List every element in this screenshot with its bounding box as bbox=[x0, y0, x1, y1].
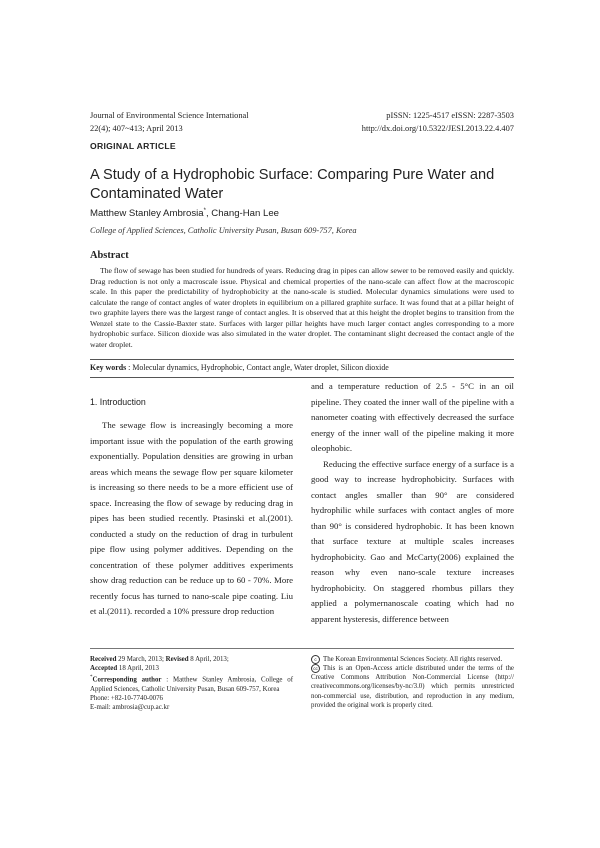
accepted-line bbox=[90, 664, 293, 673]
authors bbox=[90, 208, 279, 219]
received-date: 29 March, 2013; bbox=[116, 656, 166, 663]
copyright-text: The Korean Environmental Sciences Society. All rights reserved. bbox=[323, 656, 503, 664]
journal-header bbox=[90, 110, 330, 135]
dates-line bbox=[90, 655, 293, 664]
author-2: Chang-Han Lee bbox=[211, 208, 280, 220]
corresponding-author bbox=[90, 673, 293, 693]
left-column bbox=[90, 418, 293, 620]
divider-abstract-top bbox=[90, 359, 514, 360]
keywords-text: Molecular dynamics, Hydrophobic, Contact angle, Water droplet, Silicon dioxide bbox=[132, 363, 389, 372]
affiliation: College of Applied Sciences, Catholic University Pusan, Busan 609-757, Korea bbox=[90, 226, 357, 235]
phone: Phone: +82-10-7740-0076 bbox=[90, 694, 163, 702]
author-separator: , bbox=[205, 208, 212, 220]
footnote-divider bbox=[90, 648, 514, 649]
footnote-article-info bbox=[90, 655, 293, 712]
keywords-label: Key words bbox=[90, 363, 127, 372]
revised-label: Revised bbox=[165, 656, 189, 663]
intro-paragraph-1: The sewage flow is increasingly becoming a more important issue with the population of the earth growing exponentially. Population densities are growing in urban areas which means the sewage flow per square kilometer is increasing so there needs to be a more efficient use of space. Increasing the flow of sewage by reducing drag in pipes has been studied recently. Ptasinski et al.(2001). conducted a study on the reduction of drag in turbulent pipe flow using polymer additives. Depending on the concentration of these polymer additives experiments show drag reduction can be reduce up to 60 - 70%. More recently focus has turned to nano-scale pipe coating. Liu et al.(2011). recorded a 10% pressure drop reduction bbox=[90, 420, 293, 616]
copyright-line bbox=[311, 655, 514, 664]
corresponding-author-mark: * bbox=[90, 675, 93, 681]
corresponding-mark: * bbox=[203, 208, 206, 214]
keywords bbox=[90, 363, 514, 372]
revised-date: 8 April, 2013; bbox=[188, 656, 229, 663]
license-line bbox=[311, 664, 514, 710]
issn: pISSN: 1225-4517 eISSN: 2287-3503 bbox=[386, 111, 514, 120]
paper-title bbox=[90, 166, 520, 203]
copyright-icon: c bbox=[311, 655, 320, 664]
article-type: ORIGINAL ARTICLE bbox=[90, 141, 176, 151]
journal-identifiers bbox=[300, 110, 514, 135]
section-heading-introduction: 1. Introduction bbox=[90, 397, 146, 407]
keywords-separator: : bbox=[126, 363, 133, 372]
abstract-heading: Abstract bbox=[90, 250, 129, 261]
divider-abstract-bottom bbox=[90, 377, 514, 378]
footnote-copyright bbox=[311, 655, 514, 710]
corresponding-label: Corresponding author bbox=[92, 676, 162, 684]
title-line-1: A Study of a Hydrophobic Surface: Comparing Pure Water and bbox=[90, 167, 495, 183]
volume-info: 22(4); 407~413; April 2013 bbox=[90, 123, 183, 133]
corresponding-text: : Matthew Stanley Ambrosia, College of Applied Sciences, Catholic University Pusan, Busan 609-757, Korea bbox=[90, 676, 294, 693]
right-column bbox=[311, 379, 514, 627]
received-label: Received bbox=[90, 656, 117, 663]
creative-commons-icon: cc bbox=[311, 664, 320, 673]
title-line-2: Contaminated Water bbox=[90, 185, 224, 202]
abstract-body bbox=[90, 266, 514, 350]
license-text: This is an Open-Access article distributed under the terms of the Creative Commons Attribution Non-Commercial License (http:// creativecommons.org/licenses/by-nc/3.0) which permits unrestricted non-commercial use, distribution, and reproduction in any medium, provided the original work is properly cited. bbox=[311, 665, 514, 709]
intro-paragraph-1-continued: and a temperature reduction of 2.5 - 5°C in an oil pipeline. They coated the inner wall of the pipeline with a nanometer coating with effectively decreased the surface energy of the inner wall of the pipeline making it more oleophobic. bbox=[311, 381, 514, 453]
abstract-text: The flow of sewage has been studied for hundreds of years. Reducing drag in pipes can allow sewer to be removed easily and quickly. Drag reduction is not only a macroscale issue. Physical and chemical properties of the nano-scale can affect flow at the macroscopic scale. In this paper the predictability of hydrophobicity at the nano-scale is studied. Molecular dynamics simulations were used to calculate the range of contact angles of water droplets in equilibrium on a pillared graphite surface. It was found that at a pillar height of two graphite layers there was the largest range of contact angles. It is observed that at this height the droplet begins to transition from the Wenzel state to the Cassie-Baxter state. Surfaces with larger pillar heights have much larger contact angles corresponding to a more hydrophobic surface. Silicon dioxide was also simulated in the water droplet. The contaminant slight decreased the contact angle of the water droplet. bbox=[90, 266, 514, 349]
accepted-label: Accepted bbox=[90, 665, 118, 673]
intro-paragraph-2: Reducing the effective surface energy of a surface is a good way to increase hydrophobicity. Surfaces with contact angles smaller than 90° are considered hydrophilic while surfaces with contact angles of more than 90° is considered hydrophobic. It has been known that surface texture at multiple scales increases hydrophobicity. Gao and McCarty(2006) explained the reason why even nano-scale texture increases hydrophobicity. On staggered rhombus pillars they applied a polymernanoscale coating which had no apparent hysteresis, difference between bbox=[311, 458, 514, 624]
email[interactable]: E-mail: ambrosia@cup.ac.kr bbox=[90, 703, 170, 711]
journal-name: Journal of Environmental Science International bbox=[90, 111, 249, 120]
doi-link[interactable]: http://dx.doi.org/10.5322/JESI.2013.22.4.407 bbox=[361, 123, 514, 133]
author-1: Matthew Stanley Ambrosia bbox=[90, 208, 204, 220]
accepted-date: 18 April, 2013 bbox=[117, 665, 159, 673]
